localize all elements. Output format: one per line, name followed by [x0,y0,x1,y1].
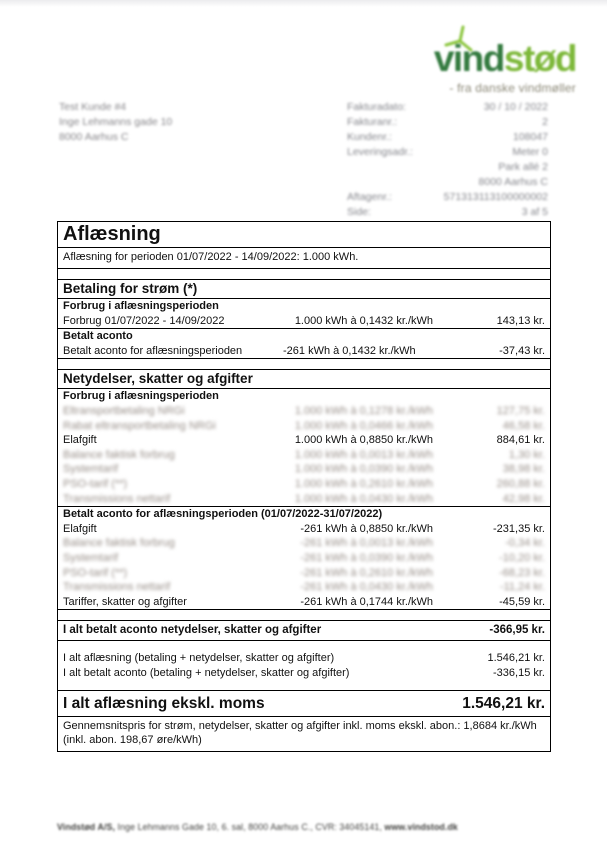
item-amount: -37,43 kr. [499,344,545,357]
item-label: Transmissions nettarif [63,581,171,594]
item-quantity: -261 kWh à 0,1744 kr./kWh [300,595,433,608]
item-label: Elafgift [63,522,97,535]
item-amount: -45,59 kr. [499,595,545,608]
line-item-row [58,580,550,595]
item-label: Systemtarif [63,463,119,476]
meta-row [347,145,548,160]
logo-text-stod: stød [503,38,576,79]
item-quantity: 1.000 kWh à 0,1432 kr./kWh [294,314,433,327]
group-label: Forbrug i aflæsningsperioden [63,300,219,312]
footer-company: Vindstød A/S, [57,822,115,832]
line-item-row [58,433,550,448]
recipient-address [59,100,172,145]
invoice-meta [347,100,548,220]
item-label: I alt betalt aconto netydelser, skatter og afgifter [63,624,322,637]
item-label: Forbrug 01/07/2022 - 14/09/2022 [63,314,225,327]
item-quantity: 1.000 kWh à 0,0013 kr./kWh [294,448,433,461]
item-quantity: 1.000 kWh à 0,8850 kr./kWh [294,434,433,447]
spacer [58,269,550,279]
invoice-title: Aflæsning [58,222,550,248]
line-item-row [58,404,550,419]
logo-text-vind: vind [433,38,504,79]
item-amount: 1.546,21 kr. [462,695,545,713]
group-label: Betalt aconto [58,328,550,344]
spacer [58,641,550,651]
meta-label: Fakturadato: [347,101,406,113]
item-amount: 127,75 kr. [496,404,545,417]
line-item-row [58,551,550,566]
item-quantity: -261 kWh à 0,2610 kr./kWh [300,566,433,579]
item-label: Rabat eltransportbetaling NRGi [63,419,216,432]
meta-row [347,160,548,175]
meta-value: 571313113100000002 [443,191,548,203]
grand-total-row [58,690,550,716]
item-amount: 42,98 kr. [502,492,545,505]
item-amount: -231,35 kr. [493,522,545,535]
line-item-row [58,314,550,329]
meta-row [347,175,548,190]
recipient-line: 8000 Aarhus C [59,131,129,143]
meta-row [347,130,548,145]
meta-label: Kundenr.: [347,131,392,143]
invoice-table [57,221,551,752]
item-label: Tariffer, skatter og afgifter [63,595,187,608]
item-amount: 260,88 kr. [496,477,545,490]
item-label: Elafgift [63,434,97,447]
page-top-shade [0,0,607,7]
item-amount: -10,20 kr. [499,551,545,564]
wind-turbine-icon [440,25,480,55]
meta-label: Leveringsadr.: [347,146,413,158]
item-amount: -366,95 kr. [489,624,545,637]
item-amount: 143,13 kr. [496,314,545,327]
item-amount: -68,23 kr. [499,566,545,579]
item-quantity: 1.000 kWh à 0,2610 kr./kWh [294,477,433,490]
item-quantity: -261 kWh à 0,0390 kr./kWh [300,551,433,564]
line-item-row [58,492,550,507]
footer-address-cvr: Inge Lehmanns Gade 10, 6. sal, 8000 Aarhus C., CVR: 34045141, [115,822,385,832]
meta-value: 3 af 5 [521,206,548,218]
meta-label: Side: [347,206,371,218]
item-label: I alt betalt aconto (betaling + netydelser, skatter og afgifter) [63,666,350,679]
recipient-line: Test Kunde #4 [59,101,127,113]
item-quantity: -261 kWh à 0,8850 kr./kWh [300,522,433,535]
item-quantity: 1.000 kWh à 0,0466 kr./kWh [294,419,433,432]
meta-row [347,205,548,220]
item-label: Balance faktisk forbrug [63,448,175,461]
group-label: Forbrug i aflæsningsperioden [63,390,219,403]
item-amount: 884,61 kr. [496,434,545,447]
item-quantity: 1.000 kWh à 0,1278 kr./kWh [294,404,433,417]
recipient-line: Inge Lehmanns gade 10 [59,116,173,128]
item-label: Systemtarif [63,551,119,564]
total-row [58,620,550,641]
page-footer [57,822,458,832]
line-item-row [58,462,550,477]
meta-value: 30 / 10 / 2022 [483,101,548,113]
item-label: Eltransportbetaling NRGi [63,404,185,417]
note-box: Gennemsnitspris for strøm, netydelser, skatter og afgifter inkl. moms ekskl. abon.: 1,8684 kr./kWh (inkl. abon. 198,67 øre/kWh) [58,716,550,751]
line-item-row [58,419,550,434]
meta-value: 108047 [512,131,548,143]
invoice-subtitle: Aflæsning for perioden 01/07/2022 - 14/09/2022: 1.000 kWh. [58,248,550,269]
meta-row [347,115,548,130]
item-amount: 46,58 kr. [502,419,545,432]
vindstod-logo [434,40,576,95]
item-label: Transmissions nettarif [63,492,171,505]
spacer [58,610,550,620]
spacer [58,359,550,369]
meta-value: 2 [542,116,548,128]
item-label: PSO-tarif (**) [63,566,128,579]
meta-label: Fakturanr.: [347,116,398,128]
spacer [58,680,550,690]
logo-wordmark [434,40,576,78]
footer-website: www.vindstod.dk [384,822,458,832]
item-quantity: -261 kWh à 0,1432 kr./kWh [283,344,416,357]
item-amount: -336,15 kr. [493,666,545,679]
line-item-row [58,566,550,581]
item-label: Betalt aconto for aflæsningsperioden [63,344,243,357]
item-label: I alt aflæsning ekskl. moms [63,695,265,713]
item-quantity: -261 kWh à 0,0013 kr./kWh [300,537,433,550]
item-label: Balance faktisk forbrug [63,537,175,550]
summary-row [58,666,550,681]
item-label: PSO-tarif (**) [63,477,128,490]
meta-row [347,100,548,115]
item-quantity: 1.000 kWh à 0,0390 kr./kWh [294,463,433,476]
item-quantity: 1.000 kWh à 0,0430 kr./kWh [294,492,433,505]
line-item-row [58,595,550,611]
meta-value: Park allé 2 [498,161,548,173]
item-label: I alt aflæsning (betaling + netydelser, skatter og afgifter) [63,652,335,665]
item-amount: 38,98 kr. [502,463,545,476]
line-item-row [58,448,550,463]
meta-row [347,190,548,205]
item-amount: 1.546,21 kr. [487,652,545,665]
item-quantity: -261 kWh à 0,0430 kr./kWh [300,581,433,594]
item-amount: -11,24 kr. [499,581,545,594]
section-header: Netydelser, skatter og afgifter [58,369,550,389]
logo-tagline: - fra danske vindmøller [449,81,576,95]
section-header: Betaling for strøm (*) [58,279,550,299]
group-label: Betalt aconto for aflæsningsperioden (01/07/2022-31/07/2022) [58,506,550,522]
summary-row [58,651,550,666]
item-amount: 1,30 kr. [508,448,545,461]
meta-value: Meter 0 [512,146,548,158]
line-item-row [58,522,550,537]
line-item-row [58,344,550,360]
line-item-row [58,477,550,492]
item-amount: -0,34 kr. [505,537,545,550]
meta-label: Aftagenr.: [347,191,392,203]
meta-value: 8000 Aarhus C [478,176,548,188]
line-item-row [58,536,550,551]
